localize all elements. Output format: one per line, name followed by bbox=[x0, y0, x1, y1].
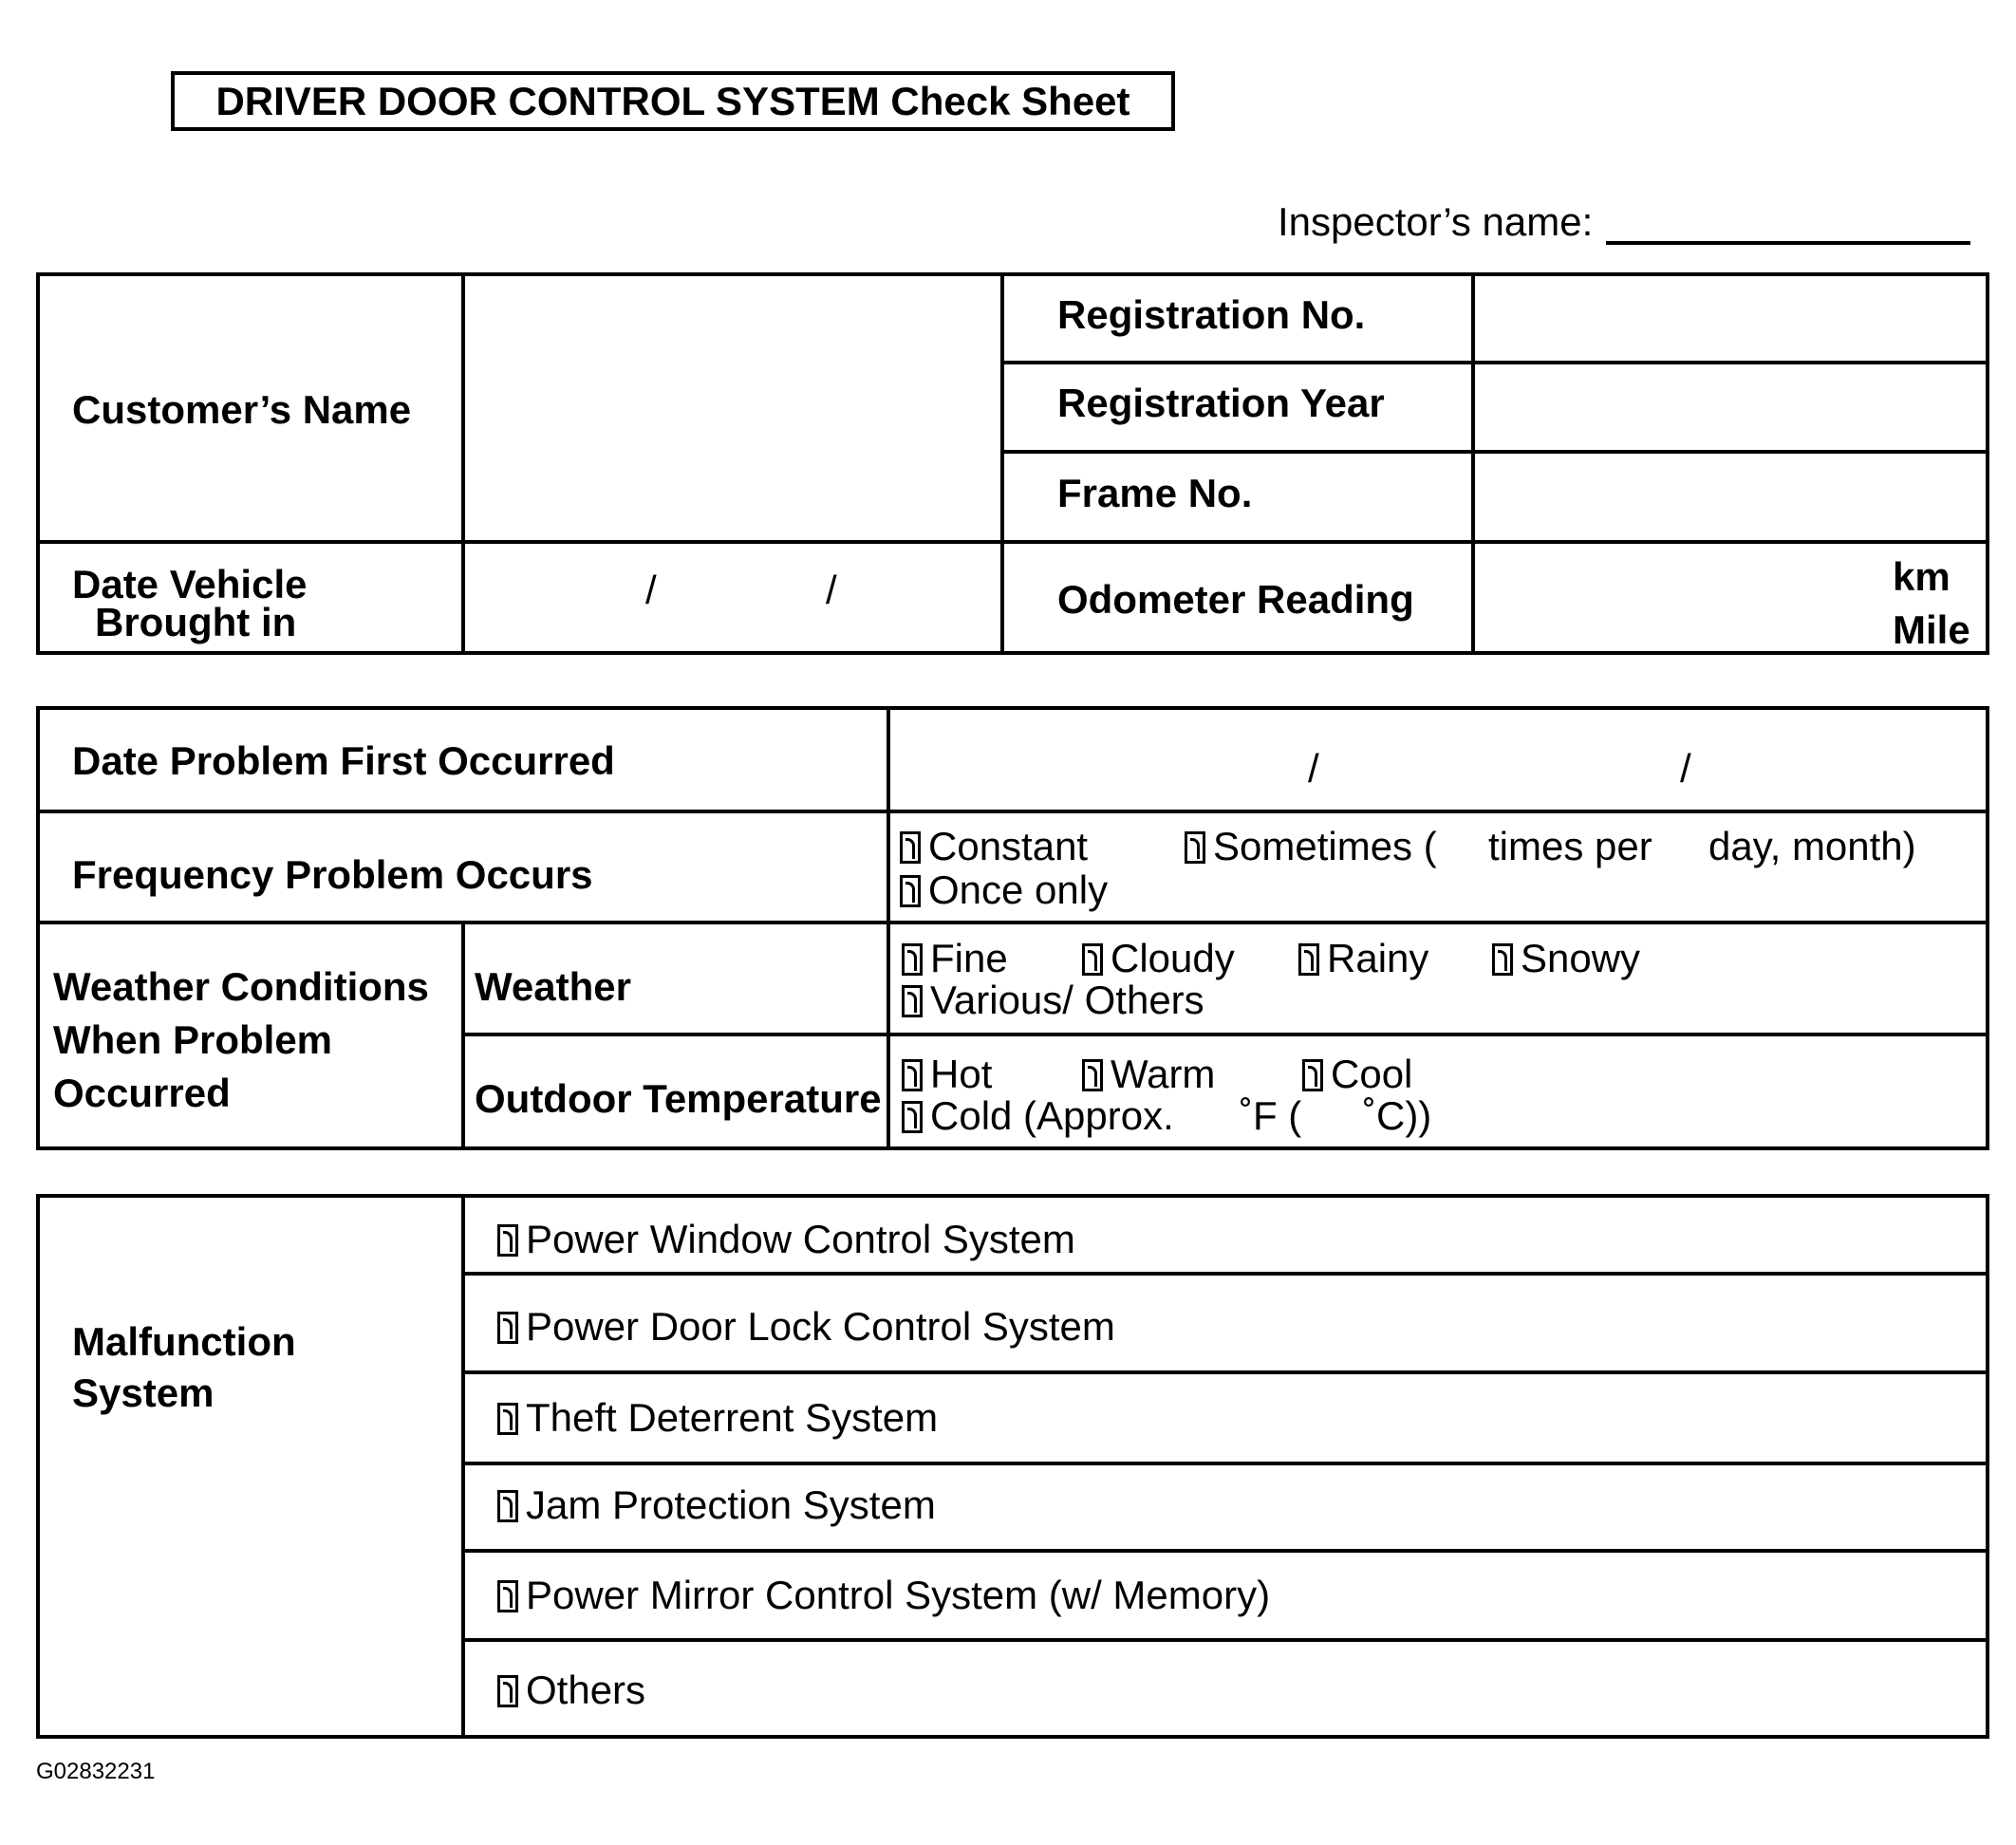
odometer-unit-km: km bbox=[1893, 554, 1951, 599]
malfunction-item-power-mirror[interactable]: Power Mirror Control System (w/ Memory) bbox=[497, 1573, 1270, 1618]
temp-fahrenheit: ˚F ( bbox=[1240, 1093, 1302, 1138]
malfunction-item-power-window[interactable]: Power Window Control System bbox=[497, 1217, 1075, 1262]
customer-name-input[interactable] bbox=[465, 276, 999, 538]
page-title bbox=[171, 71, 1175, 131]
malfunction-label-1: Malfunction bbox=[72, 1319, 296, 1364]
checkbox-icon[interactable] bbox=[497, 1490, 518, 1522]
outdoor-temp-label: Outdoor Temperature bbox=[475, 1076, 882, 1121]
weather-various-option[interactable]: Various/ Others bbox=[902, 978, 1204, 1023]
date-slash-1: / bbox=[645, 568, 657, 612]
frame-no-label: Frame No. bbox=[1057, 471, 1253, 515]
weather-cloudy-option[interactable]: Cloudy bbox=[1082, 936, 1235, 981]
odometer-label: Odometer Reading bbox=[1057, 577, 1414, 622]
temp-celsius: ˚C)) bbox=[1363, 1093, 1432, 1138]
freq-once-option[interactable]: Once only bbox=[900, 867, 1108, 913]
inspector-name-input[interactable] bbox=[1606, 199, 1970, 245]
weather-rainy-option[interactable]: Rainy bbox=[1298, 936, 1428, 981]
registration-year-input[interactable] bbox=[1475, 364, 1984, 448]
registration-year-label: Registration Year bbox=[1057, 381, 1385, 425]
weather-group-label-2: When Problem bbox=[53, 1017, 333, 1062]
checkbox-icon[interactable] bbox=[497, 1403, 518, 1435]
checkbox-icon[interactable] bbox=[1492, 943, 1513, 976]
frame-no-input[interactable] bbox=[1475, 454, 1984, 538]
inspector-label: Inspector’s name: bbox=[1278, 199, 1594, 244]
malfunction-item-power-door-lock[interactable]: Power Door Lock Control System bbox=[497, 1304, 1115, 1350]
checkbox-icon[interactable] bbox=[497, 1580, 518, 1612]
figure-id: G02832231 bbox=[36, 1759, 156, 1784]
registration-no-input[interactable] bbox=[1475, 276, 1984, 359]
checkbox-icon[interactable] bbox=[1185, 831, 1205, 864]
temp-warm-option[interactable]: Warm bbox=[1082, 1052, 1215, 1097]
weather-label: Weather bbox=[475, 964, 631, 1009]
weather-group-label-1: Weather Conditions bbox=[53, 964, 429, 1009]
date-first-slash-1: / bbox=[1308, 746, 1319, 791]
date-brought-in-label-2: Brought in bbox=[95, 600, 297, 644]
registration-no-label: Registration No. bbox=[1057, 292, 1366, 337]
malfunction-item-jam-protection[interactable]: Jam Protection System bbox=[497, 1482, 936, 1528]
checkbox-icon[interactable] bbox=[900, 831, 921, 864]
checkbox-icon[interactable] bbox=[900, 875, 921, 907]
freq-constant-option[interactable]: Constant bbox=[900, 824, 1088, 869]
malfunction-item-theft-deterrent[interactable]: Theft Deterrent System bbox=[497, 1395, 938, 1441]
malfunction-item-others[interactable]: Others bbox=[497, 1668, 645, 1713]
date-brought-in-label-1: Date Vehicle bbox=[72, 562, 308, 606]
checkbox-icon[interactable] bbox=[1082, 1059, 1103, 1091]
customer-name-label: Customer’s Name bbox=[72, 387, 412, 432]
temp-cool-option[interactable]: Cool bbox=[1302, 1052, 1412, 1097]
checkbox-icon[interactable] bbox=[1082, 943, 1103, 976]
date-slash-2: / bbox=[826, 568, 837, 612]
temp-cold-option[interactable]: Cold (Approx. bbox=[902, 1093, 1174, 1139]
date-first-occurred-label: Date Problem First Occurred bbox=[72, 738, 615, 783]
date-first-slash-2: / bbox=[1680, 746, 1691, 791]
checkbox-icon[interactable] bbox=[1298, 943, 1319, 976]
title-text: DRIVER DOOR CONTROL SYSTEM Check Sheet bbox=[215, 78, 1130, 123]
temp-hot-option[interactable]: Hot bbox=[902, 1052, 992, 1097]
freq-times-per: times per bbox=[1488, 824, 1652, 868]
checkbox-icon[interactable] bbox=[902, 943, 923, 976]
frequency-label: Frequency Problem Occurs bbox=[72, 852, 593, 897]
freq-sometimes-option[interactable]: Sometimes ( bbox=[1185, 824, 1437, 869]
checkbox-icon[interactable] bbox=[902, 1059, 923, 1091]
checkbox-icon[interactable] bbox=[1302, 1059, 1323, 1091]
weather-snowy-option[interactable]: Snowy bbox=[1492, 936, 1640, 981]
weather-fine-option[interactable]: Fine bbox=[902, 936, 1008, 981]
malfunction-label-2: System bbox=[72, 1370, 215, 1415]
checkbox-icon[interactable] bbox=[497, 1675, 518, 1707]
odometer-unit-mile: Mile bbox=[1893, 607, 1970, 652]
checkbox-icon[interactable] bbox=[902, 985, 923, 1017]
inspector-name-field bbox=[1278, 199, 1970, 245]
weather-group-label-3: Occurred bbox=[53, 1071, 231, 1115]
checkbox-icon[interactable] bbox=[497, 1312, 518, 1344]
freq-day-month: day, month) bbox=[1708, 824, 1916, 868]
checkbox-icon[interactable] bbox=[497, 1224, 518, 1257]
checkbox-icon[interactable] bbox=[902, 1101, 923, 1133]
